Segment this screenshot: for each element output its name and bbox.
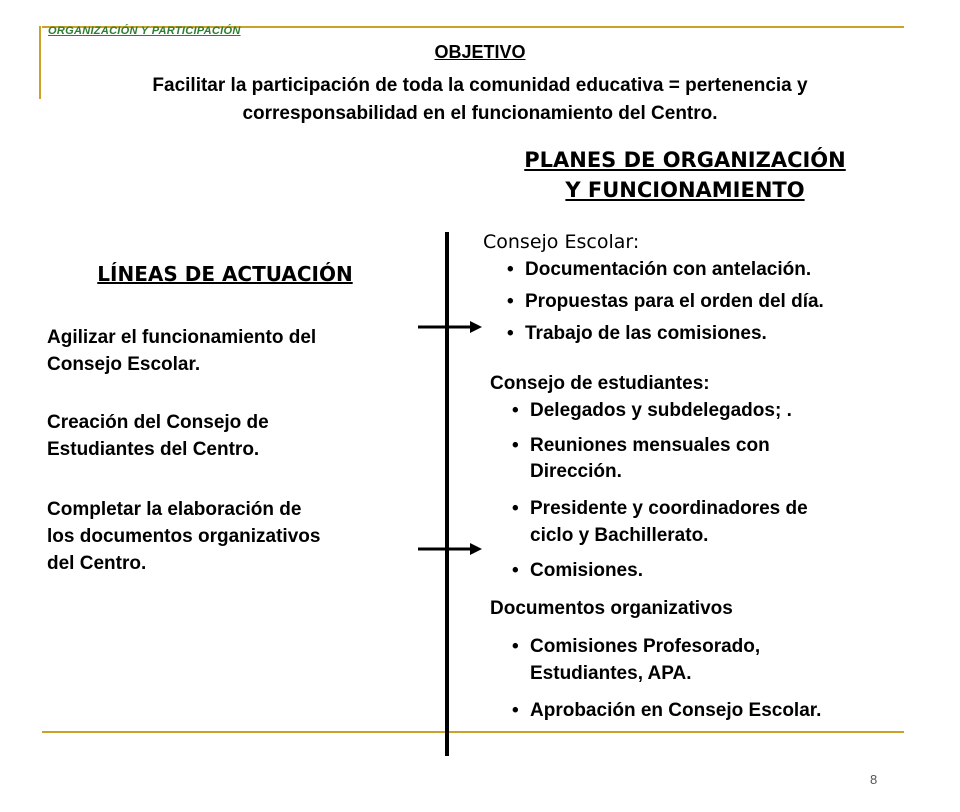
consejo-escolar-list <box>507 254 824 350</box>
linea-item-2 <box>47 409 407 463</box>
list-item-line: Comisiones Profesorado, <box>530 636 761 657</box>
list-item <box>512 633 821 687</box>
linea-item-2-line-2: Estudiantes del Centro. <box>47 439 260 460</box>
list-item: • Propuestas para el orden del día. <box>507 286 824 318</box>
arrow-right-icon <box>418 540 484 558</box>
list-item-line: Presidente y coordinadores de <box>530 498 808 519</box>
list-item: • Delegados y subdelegados; . <box>512 397 808 425</box>
linea-item-3-line-1: Completar la elaboración de <box>47 499 302 520</box>
objetivo-title: OBJETIVO <box>434 42 526 62</box>
objetivo-line-2: corresponsabilidad en el funcionamiento del Centro. <box>242 103 718 124</box>
planes-title <box>470 145 900 205</box>
list-item: • Documentación con antelación. <box>507 254 824 286</box>
planes-title-line-1: PLANES DE ORGANIZACIÓN <box>524 148 846 172</box>
planes-title-line-2: Y FUNCIONAMIENTO <box>565 178 805 202</box>
list-item-line: Dirección. <box>530 461 622 482</box>
linea-item-1-line-2: Consejo Escolar. <box>47 354 201 375</box>
list-item: • Trabajo de las comisiones. <box>507 318 824 350</box>
documentos-title: Documentos organizativos <box>490 598 733 619</box>
linea-item-1-line-1: Agilizar el funcionamiento del <box>47 327 317 348</box>
bottom-rule <box>42 731 904 733</box>
arrow-right-icon <box>418 318 484 336</box>
list-item <box>512 433 808 485</box>
list-item-line: Estudiantes, APA. <box>530 663 692 684</box>
linea-item-3-line-2: los documentos organizativos <box>47 526 321 547</box>
linea-item-1 <box>47 324 407 378</box>
list-item-line: Reuniones mensuales con <box>530 435 770 456</box>
list-item <box>512 495 808 549</box>
vertical-divider <box>445 232 449 756</box>
list-item-line: ciclo y Bachillerato. <box>530 525 709 546</box>
section-label: ORGANIZACIÓN Y PARTICIPACIÓN <box>48 25 241 37</box>
page-number: 8 <box>870 772 878 787</box>
linea-item-2-line-1: Creación del Consejo de <box>47 412 269 433</box>
list-item: • Aprobación en Consejo Escolar. <box>512 697 821 725</box>
list-item: • Comisiones. <box>512 557 808 585</box>
lineas-title: LÍNEAS DE ACTUACIÓN <box>97 262 353 286</box>
consejo-estudiantes-list <box>512 397 808 585</box>
consejo-escolar-title: Consejo Escolar: <box>483 231 640 253</box>
linea-item-3-line-3: del Centro. <box>47 553 147 574</box>
linea-item-3 <box>47 496 407 577</box>
objetivo-line-1: Facilitar la participación de toda la comunidad educativa = pertenencia y <box>152 75 808 96</box>
consejo-estudiantes-title: Consejo de estudiantes: <box>490 373 710 394</box>
objetivo-text <box>40 72 920 128</box>
documentos-list <box>512 633 821 725</box>
